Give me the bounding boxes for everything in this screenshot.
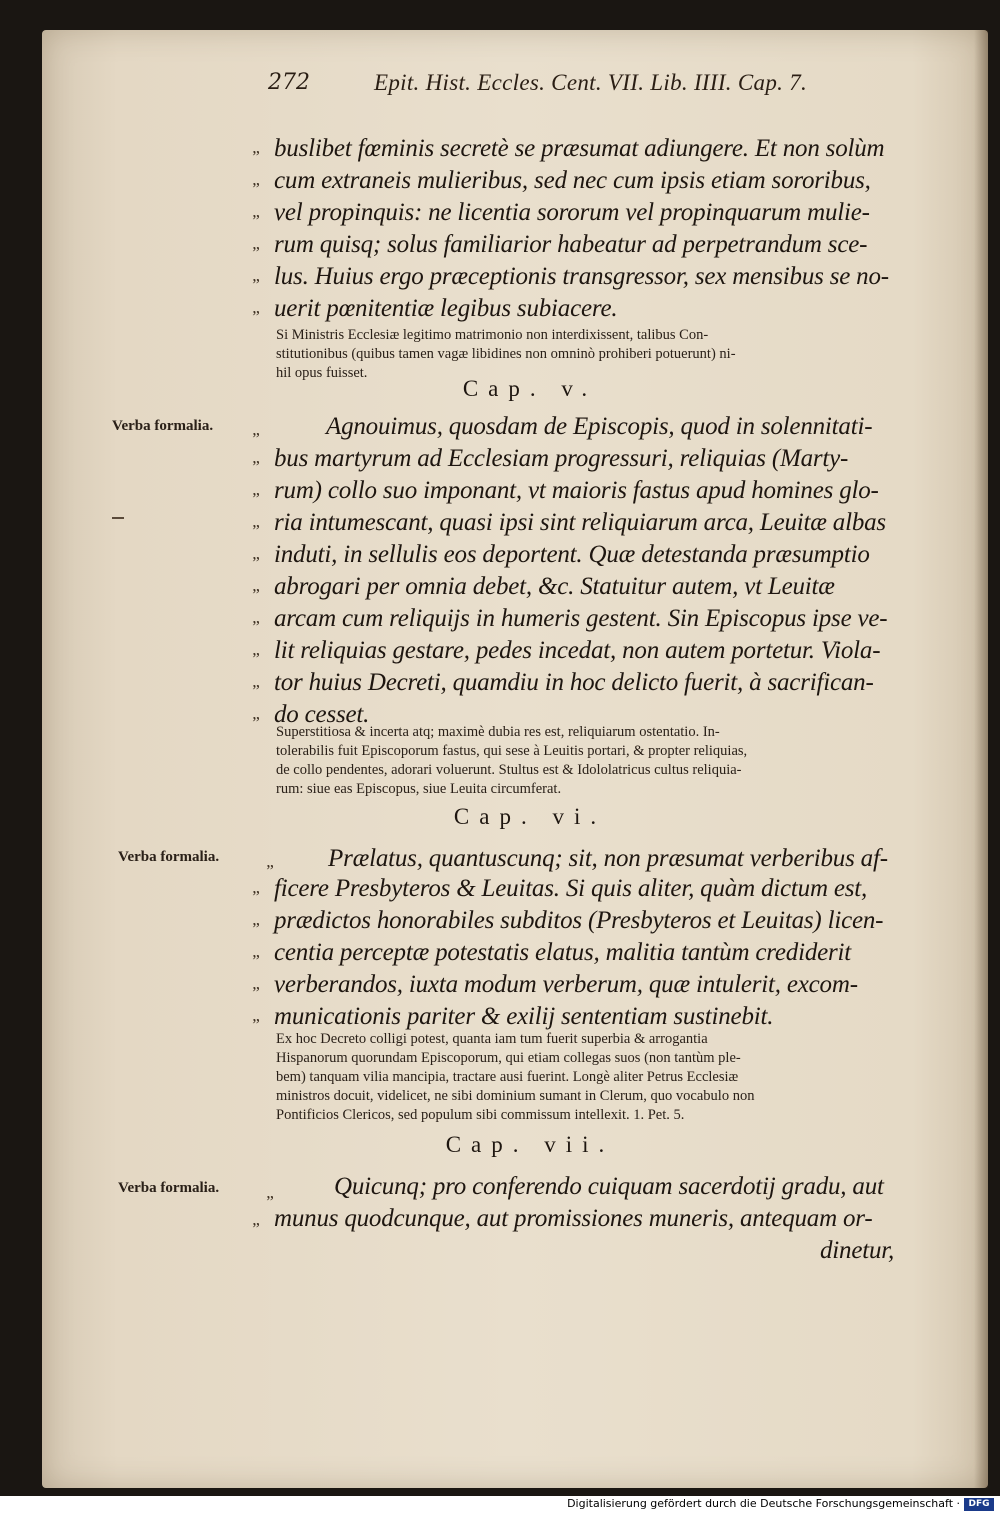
quote-mark: „ — [252, 298, 260, 317]
quote-mark: „ — [252, 704, 260, 723]
quote-mark: „ — [252, 640, 260, 659]
quote-mark: „ — [252, 480, 260, 499]
text-line: arcam cum reliquijs in humeris gestent. Sin Episcopus ipse ve- — [274, 605, 888, 632]
chapter-heading: Cap. vii. — [445, 1132, 615, 1157]
quote-mark: „ — [252, 1210, 260, 1229]
note-line: de collo pendentes, adorari voluerunt. Stultus est & Idololatricus cultus reliquia- — [276, 762, 742, 778]
quote-mark: „ — [252, 512, 260, 531]
text-line: Quicunq; pro conferendo cuiquam sacerdotij gradu, aut — [334, 1173, 884, 1200]
note-line: Si Ministris Ecclesiæ legitimo matrimonio non interdixissent, talibus Con- — [276, 327, 709, 343]
text-line: municationis pariter & exilij sententiam sustinebit. — [274, 1003, 774, 1030]
text-line: Prælatus, quantuscunq; sit, non præsumat verberibus af- — [328, 845, 888, 872]
text-line: ficere Presbyteros & Leuitas. Si quis aliter, quàm dictum est, — [274, 875, 868, 902]
quote-mark: „ — [252, 974, 260, 993]
quote-mark: „ — [266, 852, 274, 871]
text-line: rum quisq; solus familiarior habeatur ad perpetrandum sce- — [274, 231, 868, 258]
margin-note: Verba formalia. — [112, 418, 214, 434]
text-line: cum extraneis mulieribus, sed nec cum ipsis etiam sororibus, — [274, 167, 871, 194]
chapter-heading: Cap. vi. — [453, 804, 607, 829]
text-line: lit reliquias gestare, pedes incedat, non autem portetur. Viola- — [274, 637, 881, 664]
text-line: do cesset. — [274, 701, 370, 728]
note-line: Pontificios Clericos, sed populum sibi commissum intellexit. 1. Pet. 5. — [276, 1107, 685, 1123]
text-line: verberandos, iuxta modum verberum, quæ intulerit, excom- — [274, 971, 858, 998]
quote-mark: „ — [252, 942, 260, 961]
quote-mark: „ — [252, 544, 260, 563]
text-line: rum) collo suo imponant, vt maioris fastus apud homines glo- — [274, 477, 879, 504]
quote-mark: „ — [252, 234, 260, 253]
running-header — [0, 58, 1000, 98]
text-line: abrogari per omnia debet, &c. Statuitur autem, vt Leuitæ — [274, 573, 835, 600]
quote-mark: „ — [252, 170, 260, 189]
quote-mark: „ — [252, 878, 260, 897]
quote-mark: „ — [252, 448, 260, 467]
text-line: lus. Huius ergo præceptionis transgressor, sex mensibus se no- — [274, 263, 889, 290]
text-line: ria intumescant, quasi ipsi sint reliquiarum arca, Leuitæ albas — [274, 509, 886, 536]
note-line: Ex hoc Decreto colligi potest, quanta iam tum fuerit superbia & arrogantia — [276, 1031, 708, 1047]
quote-mark: „ — [252, 910, 260, 929]
note-line: hil opus fuisset. — [276, 365, 368, 381]
quote-mark: „ — [252, 1006, 260, 1025]
quote-mark: „ — [252, 420, 260, 439]
text-line: tor huius Decreti, quamdiu in hoc delicto fuerit, à sacrifican- — [274, 669, 874, 696]
chapter-heading: Cap. v. — [462, 376, 598, 401]
note-line: ministros docuit, videlicet, ne sibi dominium sumant in Clerum, quo vocabulo non — [276, 1088, 755, 1104]
margin-note: Verba formalia. — [118, 849, 220, 865]
funding-credit: Digitalisierung gefördert durch die Deutsche Forschungsgemeinschaft · — [567, 1497, 960, 1510]
text-line: Agnouimus, quosdam de Episcopis, quod in solennitati- — [326, 413, 873, 440]
quote-mark: „ — [266, 1183, 274, 1202]
margin-note: Verba formalia. — [118, 1180, 220, 1196]
page-number: 272 — [268, 70, 310, 95]
margin-dash — [112, 517, 124, 519]
quote-mark: „ — [252, 266, 260, 285]
text-line: induti, in sellulis eos deportent. Quæ detestanda præsumptio — [274, 541, 870, 568]
text-line: uerit pœnitentiæ legibus subiacere. — [274, 295, 618, 322]
text-line: vel propinquis: ne licentia sororum vel propinquarum mulie- — [274, 199, 870, 226]
text-line: bus martyrum ad Ecclesiam progressuri, reliquias (Marty- — [274, 445, 849, 472]
text-line: buslibet fœminis secretè se præsumat adiungere. Et non solùm — [274, 135, 885, 162]
note-line: bem) tanquam vilia mancipia, tractare ausi fuerint. Longè aliter Petrus Ecclesiæ — [276, 1069, 739, 1085]
note-line: Hispanorum quorundam Episcoporum, qui etiam collegas suos (non tantùm ple- — [276, 1050, 741, 1066]
text-line: munus quodcunque, aut promissiones muneris, antequam or- — [274, 1205, 873, 1232]
note-line: stitutionibus (quibus tamen vagæ libidines non omninò prohiberi potuerunt) ni- — [276, 346, 736, 362]
quote-mark: „ — [252, 202, 260, 221]
running-title: Epit. Hist. Eccles. Cent. VII. Lib. IIII. Cap. 7. — [374, 70, 808, 95]
quote-mark: „ — [252, 672, 260, 691]
quote-mark: „ — [252, 138, 260, 157]
quote-mark: „ — [252, 608, 260, 627]
text-line: centia perceptæ potestatis elatus, malitia tantùm crediderit — [274, 939, 852, 966]
footer-bar — [0, 1496, 1000, 1514]
note-line: tolerabilis fuit Episcoporum fastus, qui sese à Leuitis portari, & propter reliquias, — [276, 743, 748, 759]
text-line: prædictos honorabiles subditos (Presbyteros et Leuitas) licen- — [274, 907, 884, 934]
catchword: dinetur, — [820, 1237, 895, 1264]
quote-mark: „ — [252, 576, 260, 595]
note-line: rum: siue eas Episcopus, siue Leuita circumferat. — [276, 781, 562, 797]
dfg-logo: DFG — [964, 1498, 994, 1511]
page-edge-shadow — [974, 30, 988, 1488]
note-line: Superstitiosa & incerta atq; maximè dubia res est, reliquiarum ostentatio. In- — [276, 724, 720, 740]
